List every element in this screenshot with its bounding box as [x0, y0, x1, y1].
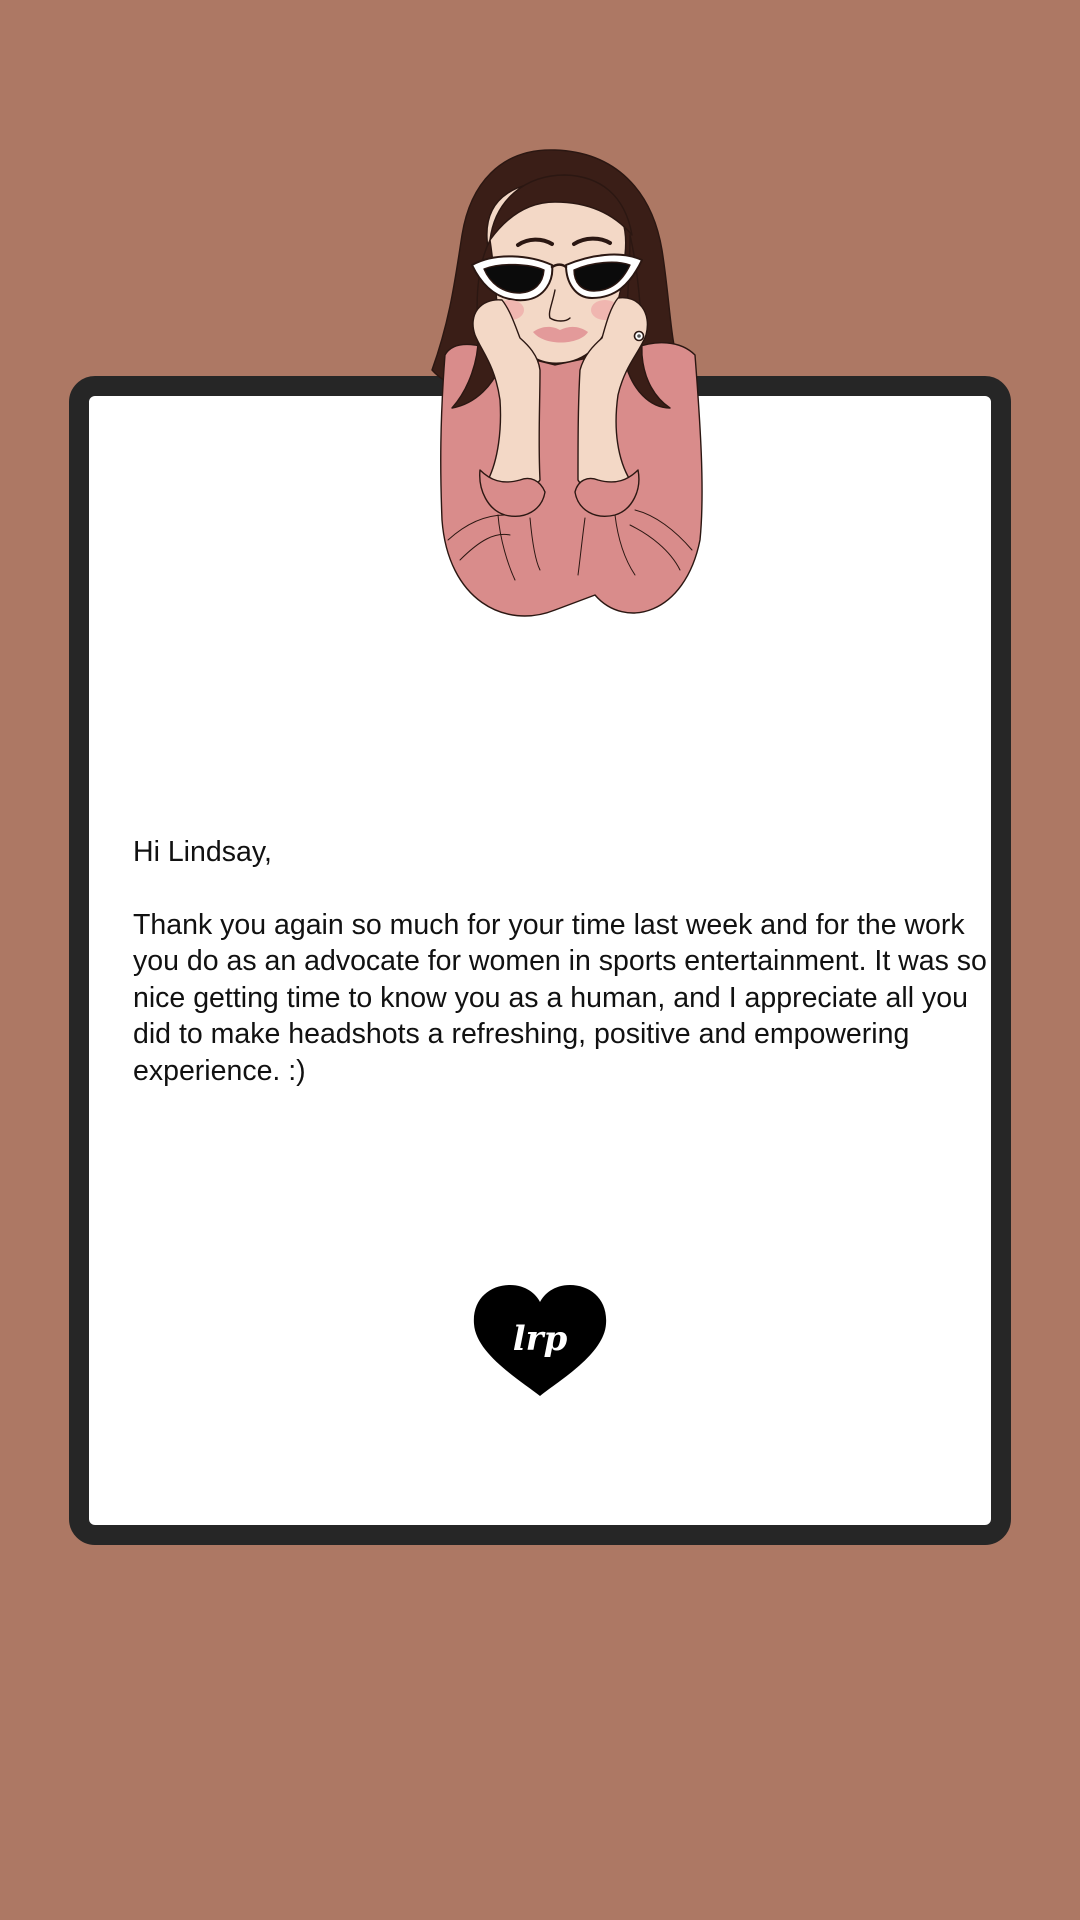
- letter-message: [133, 834, 993, 1090]
- letter-body: Thank you again so much for your time last week and for the work you do as an advocate for women in sports entertainment. It was so nice getting time to know you as a human, and I appreciate all you did to make headshots a refreshing, positive and empowering experience. :): [133, 908, 987, 1087]
- letter-greeting: Hi Lindsay,: [133, 836, 272, 868]
- logo-text: lrp: [512, 1319, 568, 1359]
- woman-with-sunglasses-illustration: [380, 140, 720, 620]
- heart-icon: [472, 1284, 608, 1398]
